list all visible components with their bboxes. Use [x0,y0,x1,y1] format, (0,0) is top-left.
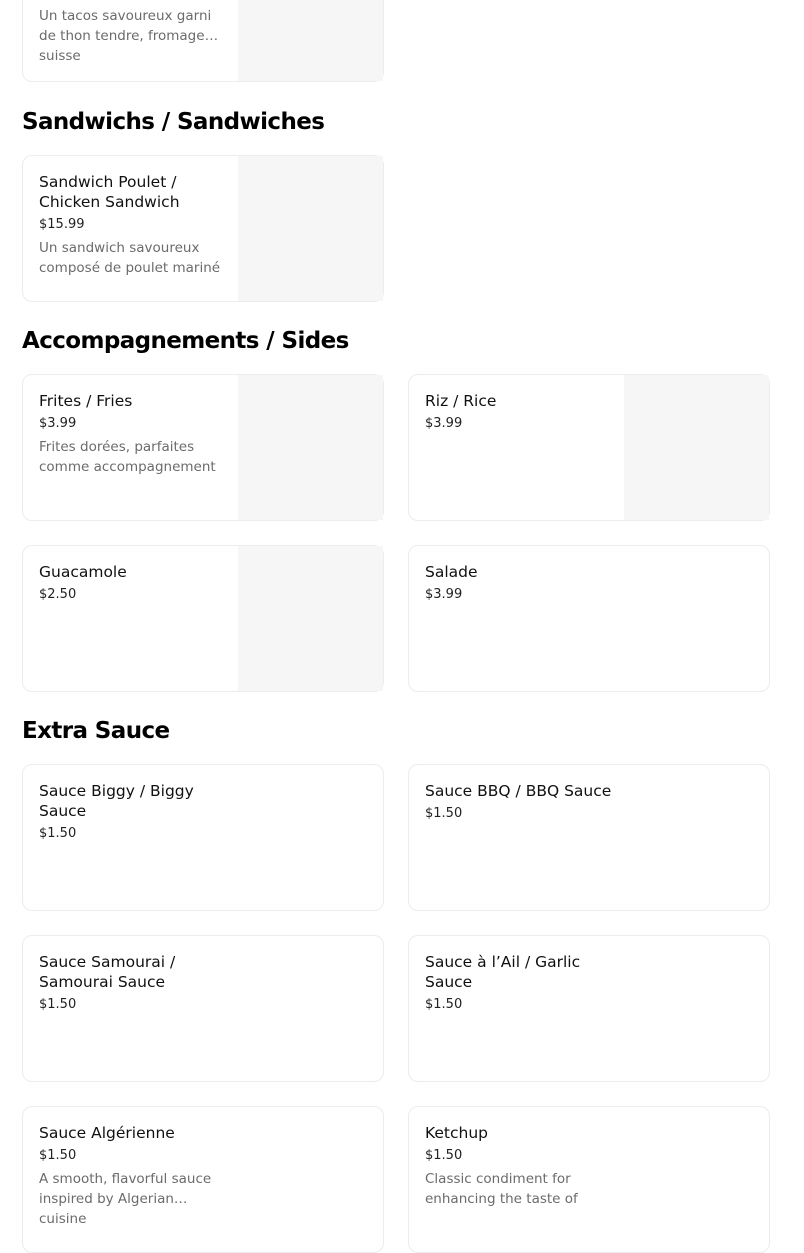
menu-item-text [39,391,223,477]
menu-item-name: Ketchup [425,1124,489,1142]
section-title-extra-sauce: Extra Sauce [22,718,170,744]
menu-item-card-riz[interactable] [408,374,770,521]
menu-item-card-frites[interactable] [22,374,384,521]
menu-item-text [39,781,209,843]
menu-item-name: Sauce Algérienne [39,1124,175,1142]
menu-item-text [39,952,209,1014]
menu-item-name: Sauce Biggy / Biggy Sauce [39,782,194,820]
menu-item-description: Un tacos savoureux garni de thon tendre, fromage suisse [39,8,212,64]
menu-item-price: $3.99 [425,587,463,602]
menu-item-description: A smooth, flavorful sauce inspired by Algerian cuisine [39,1171,212,1227]
menu-item-text [425,1123,609,1209]
menu-item-card-sauce-algerienne[interactable] [22,1106,384,1253]
menu-item-name: Salade [425,563,478,581]
menu-item-image [238,546,383,691]
menu-item-card-guacamole[interactable] [22,545,384,692]
menu-item-image [238,156,383,301]
menu-item-name: Sauce BBQ / BBQ Sauce [425,782,612,800]
menu-item-text [425,391,609,433]
menu-item-text [39,562,223,604]
menu-item-text [425,781,625,823]
menu-item-description: Un sandwich savoureux composé de poulet mariné [39,240,221,276]
menu-item-card-ketchup[interactable] [408,1106,770,1253]
menu-item-price: $1.50 [425,806,463,821]
menu-item-description: Frites dorées, parfaites comme accompagnement [39,439,216,475]
menu-item-card-salade[interactable] [408,545,770,692]
menu-item-card-sauce-samourai[interactable] [22,935,384,1082]
menu-item-price: $3.99 [39,416,77,431]
menu-item-text [425,562,625,604]
menu-item-name: Sauce Samourai / Samourai Sauce [39,953,176,991]
menu-item-price: $1.50 [39,1148,77,1163]
menu-item-image [624,375,769,520]
menu-item-text [39,1123,223,1227]
menu-item-image [238,0,383,81]
menu-item-name: Guacamole [39,563,127,581]
menu-item-text [39,2,223,64]
menu-item-card-sauce-ail[interactable] [408,935,770,1082]
menu-item-price: $1.50 [39,997,77,1012]
menu-item-name: Sauce à l’Ail / Garlic Sauce [425,953,581,991]
menu-item-name: Sandwich Poulet / Chicken Sandwich [39,173,180,211]
menu-item-image [238,375,383,520]
menu-item-price: $1.50 [425,997,463,1012]
menu-item-text [425,952,595,1014]
menu-item-card-sauce-bbq[interactable] [408,764,770,911]
menu-item-price: $1.50 [39,826,77,841]
menu-item-card-sandwich-poulet[interactable] [22,155,384,302]
menu-item-price: $2.50 [39,587,77,602]
menu-item-card-sauce-biggy[interactable] [22,764,384,911]
menu-item-price: $15.99 [39,217,85,232]
section-title-sandwiches: Sandwichs / Sandwiches [22,109,325,135]
section-title-sides: Accompagnements / Sides [22,328,349,354]
menu-item-card-tacos[interactable] [22,0,384,82]
menu-item-text [39,172,223,278]
menu-item-price: $1.50 [425,1148,463,1163]
menu-item-name: Riz / Rice [425,392,497,410]
menu-item-name: Frites / Fries [39,392,133,410]
menu-item-description: Classic condiment for enhancing the taste of [425,1171,578,1207]
menu-item-price: $3.99 [425,416,463,431]
